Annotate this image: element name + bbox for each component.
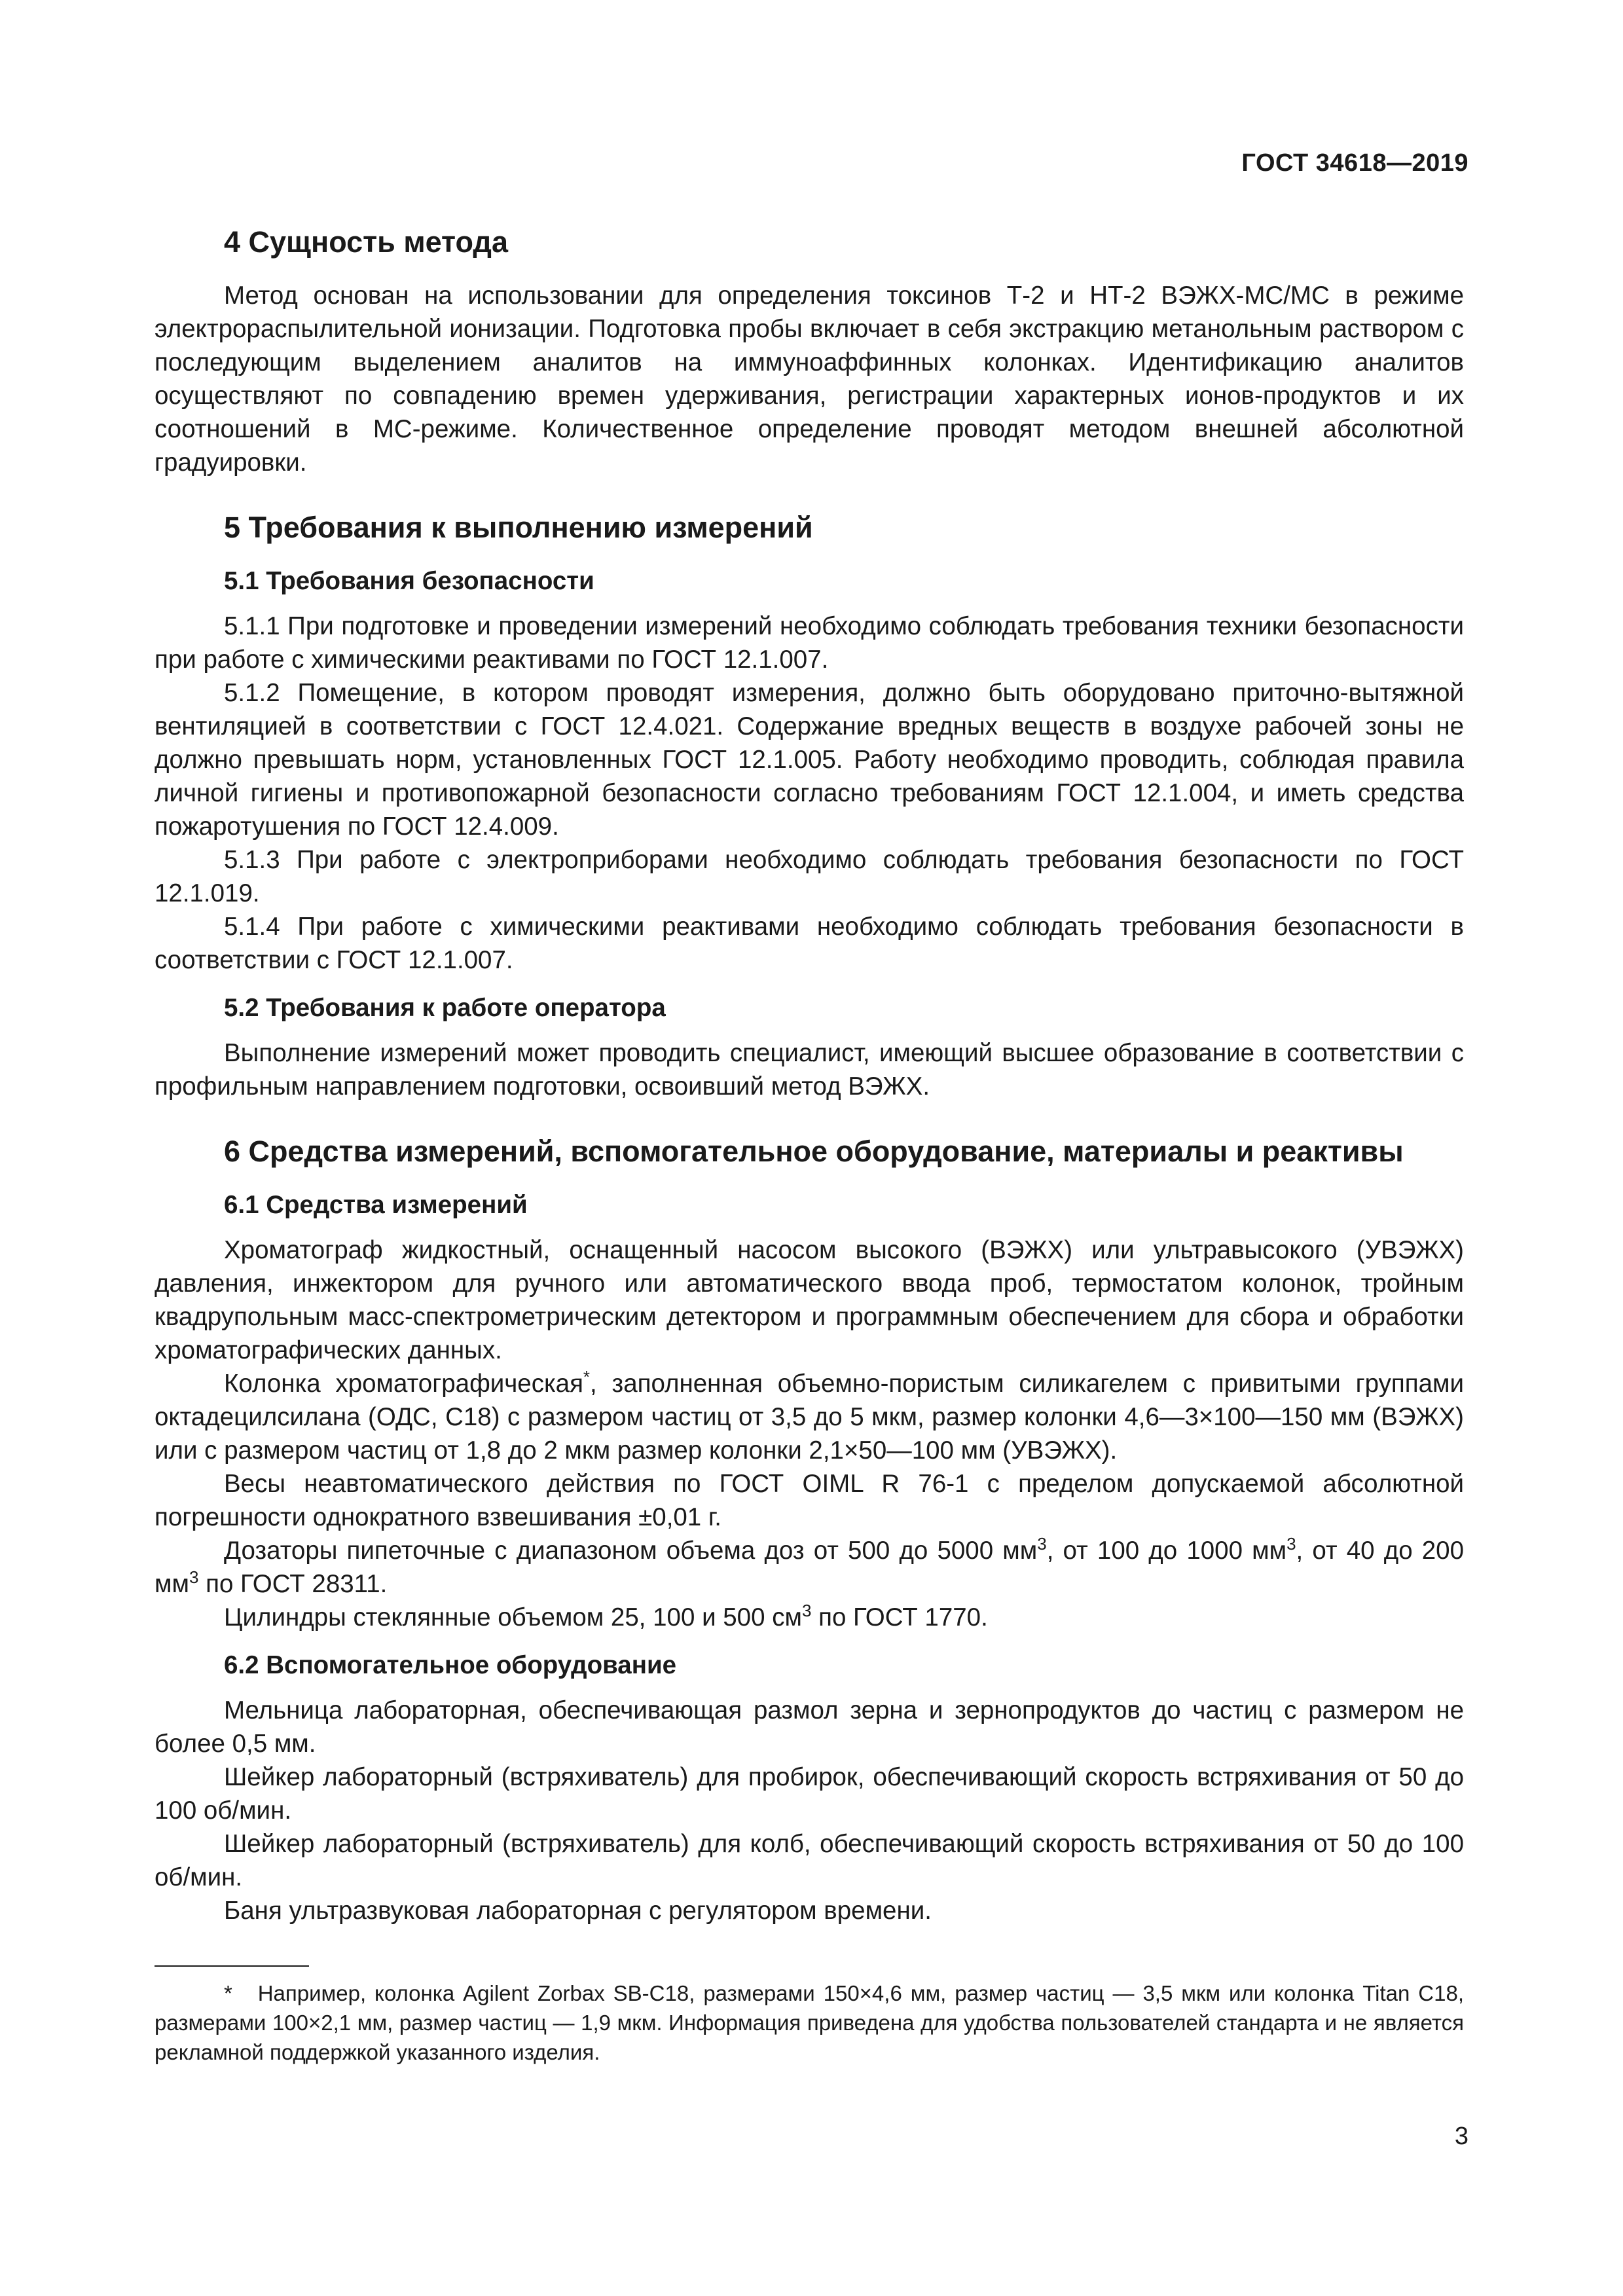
footnote: [155, 1978, 1464, 2067]
column-text-a: Колонка хроматографическая: [224, 1370, 583, 1398]
cylinders-text-b: по ГОСТ 1770.: [811, 1603, 988, 1631]
superscript-3: 3: [1037, 1534, 1047, 1554]
standard-code: ГОСТ 34618—2019: [1241, 149, 1468, 177]
footnote-reference: *: [583, 1367, 591, 1387]
paragraph-ultrasonic-bath: Баня ультразвуковая лабораторная с регулятором времени.: [224, 1897, 932, 1925]
main-content: [155, 223, 1464, 1927]
paragraph-5-1-4: 5.1.4 При работе с химическими реактивами необходимо соблюдать требования безопасности в соответствии с ГОСТ 12.1.007.: [155, 913, 1464, 974]
paragraph-cylinders: [155, 1601, 1464, 1634]
paragraph-5-1-3: 5.1.3 При работе с электроприборами необходимо соблюдать требования безопасности по ГОСТ 12.1.019.: [155, 846, 1464, 907]
paragraph-chromatograph: Хроматограф жидкостный, оснащенный насосом высокого (ВЭЖХ) или ультравысокого (УВЭЖХ) давления, инжектором для ручного или автоматического ввода проб, термостатом колонок, тройным квадрупольным масс-спектрометрическим детектором и программным обеспечением для сбора и обработки хроматографических данных.: [155, 1236, 1464, 1364]
dispensers-text-c: , от 40 до 200 мм: [155, 1537, 1465, 1598]
paragraph-5-2: Выполнение измерений может проводить специалист, имеющий высшее образование в соответствии с профильным направлением подготовки, освоивший метод ВЭЖХ.: [155, 1039, 1464, 1101]
cylinders-text-a: Цилиндры стеклянные объемом 25, 100 и 500 см: [224, 1603, 802, 1631]
paragraph-column: [155, 1367, 1464, 1467]
paragraph-shaker-tubes: Шейкер лабораторный (встряхиватель) для пробирок, обеспечивающий скорость встряхивания от 50 до 100 об/мин.: [155, 1763, 1464, 1825]
page-number: 3: [1454, 2123, 1468, 2150]
paragraph-dispensers: [155, 1534, 1464, 1601]
section-5-2-heading: 5.2 Требования к работе оператора: [224, 994, 666, 1022]
footnote-text: Например, колонка Agilent Zorbax SB-C18, размерами 150×4,6 мм, размер частиц — 3,5 мкм или колонка Titan C18, размерами 100×2,1 мм, размер частиц — 1,9 мкм. Информация приведена для удобства пользователей стандарта и не является рекламной поддержкой указанного изделия.: [155, 1981, 1464, 2064]
dispensers-text-b: , от 100 до 1000 мм: [1046, 1537, 1287, 1565]
section-5-heading: 5 Требования к выполнению измерений: [224, 511, 813, 544]
footnote-separator: [155, 1965, 309, 1967]
section-6-2-heading: 6.2 Вспомогательное оборудование: [224, 1651, 677, 1679]
superscript-3: 3: [801, 1601, 812, 1621]
section-4-paragraph: Метод основан на использовании для определения токсинов Т-2 и НТ-2 ВЭЖХ-МС/МС в режиме электрораспылительной ионизации. Подготовка пробы включает в себя экстракцию метанольным раствором с последующим выделением аналитов на иммуноаффинных колонках. Идентификацию аналитов осуществляют по совпадению времен удерживания, регистрации характерных ионов-продуктов и их соотношений в МС-режиме. Количественное определение проводят методом внешней абсолютной градуировки.: [155, 282, 1464, 477]
section-4-heading: 4 Сущность метода: [224, 225, 508, 259]
paragraph-5-1-1: 5.1.1 При подготовке и проведении измерений необходимо соблюдать требования техники безопасности при работе с химическими реактивами по ГОСТ 12.1.007.: [155, 612, 1464, 674]
dispensers-text-d: по ГОСТ 28311.: [198, 1570, 388, 1598]
column-text-b: , заполненная объемно-пористым силикагелем с привитыми группами октадецилсилана (ОДС, С18) с размером частиц от 3,5 до 5 мкм, размер колонки 4,6—3×100—150 мм (ВЭЖХ) или с размером частиц от 1,8 до 2 мкм размер колонки 2,1×50—100 мм (УВЭЖХ).: [155, 1370, 1464, 1465]
superscript-3: 3: [189, 1567, 199, 1588]
section-5-1-heading: 5.1 Требования безопасности: [224, 567, 594, 595]
paragraph-scales: Весы неавтоматического действия по ГОСТ OIML R 76-1 с пределом допускаемой абсолютной погрешности однократного взвешивания ±0,01 г.: [155, 1470, 1464, 1531]
dispensers-text-a: Дозаторы пипеточные с диапазоном объема доз от 500 до 5000 мм: [224, 1537, 1038, 1565]
section-6-heading: 6 Средства измерений, вспомогательное оборудование, материалы и реактивы: [224, 1135, 1404, 1168]
paragraph-5-1-2: 5.1.2 Помещение, в котором проводят измерения, должно быть оборудовано приточно-вытяжной вентиляцией в соответствии с ГОСТ 12.4.021. Содержание вредных веществ в воздухе рабочей зоны не должно превышать норм, установленных ГОСТ 12.1.005. Работу необходимо проводить, соблюдая правила личной гигиены и противопожарной безопасности согласно требованиям ГОСТ 12.1.004, и иметь средства пожаротушения по ГОСТ 12.4.009.: [155, 679, 1464, 841]
superscript-3: 3: [1286, 1534, 1296, 1554]
paragraph-mill: Мельница лабораторная, обеспечивающая размол зерна и зернопродуктов до частиц с размером не более 0,5 мм.: [155, 1696, 1464, 1758]
paragraph-shaker-flasks: Шейкер лабораторный (встряхиватель) для колб, обеспечивающий скорость встряхивания от 50 до 100 об/мин.: [155, 1830, 1464, 1891]
section-6-1-heading: 6.1 Средства измерений: [224, 1191, 528, 1219]
footnote-mark: *: [224, 1981, 232, 2005]
